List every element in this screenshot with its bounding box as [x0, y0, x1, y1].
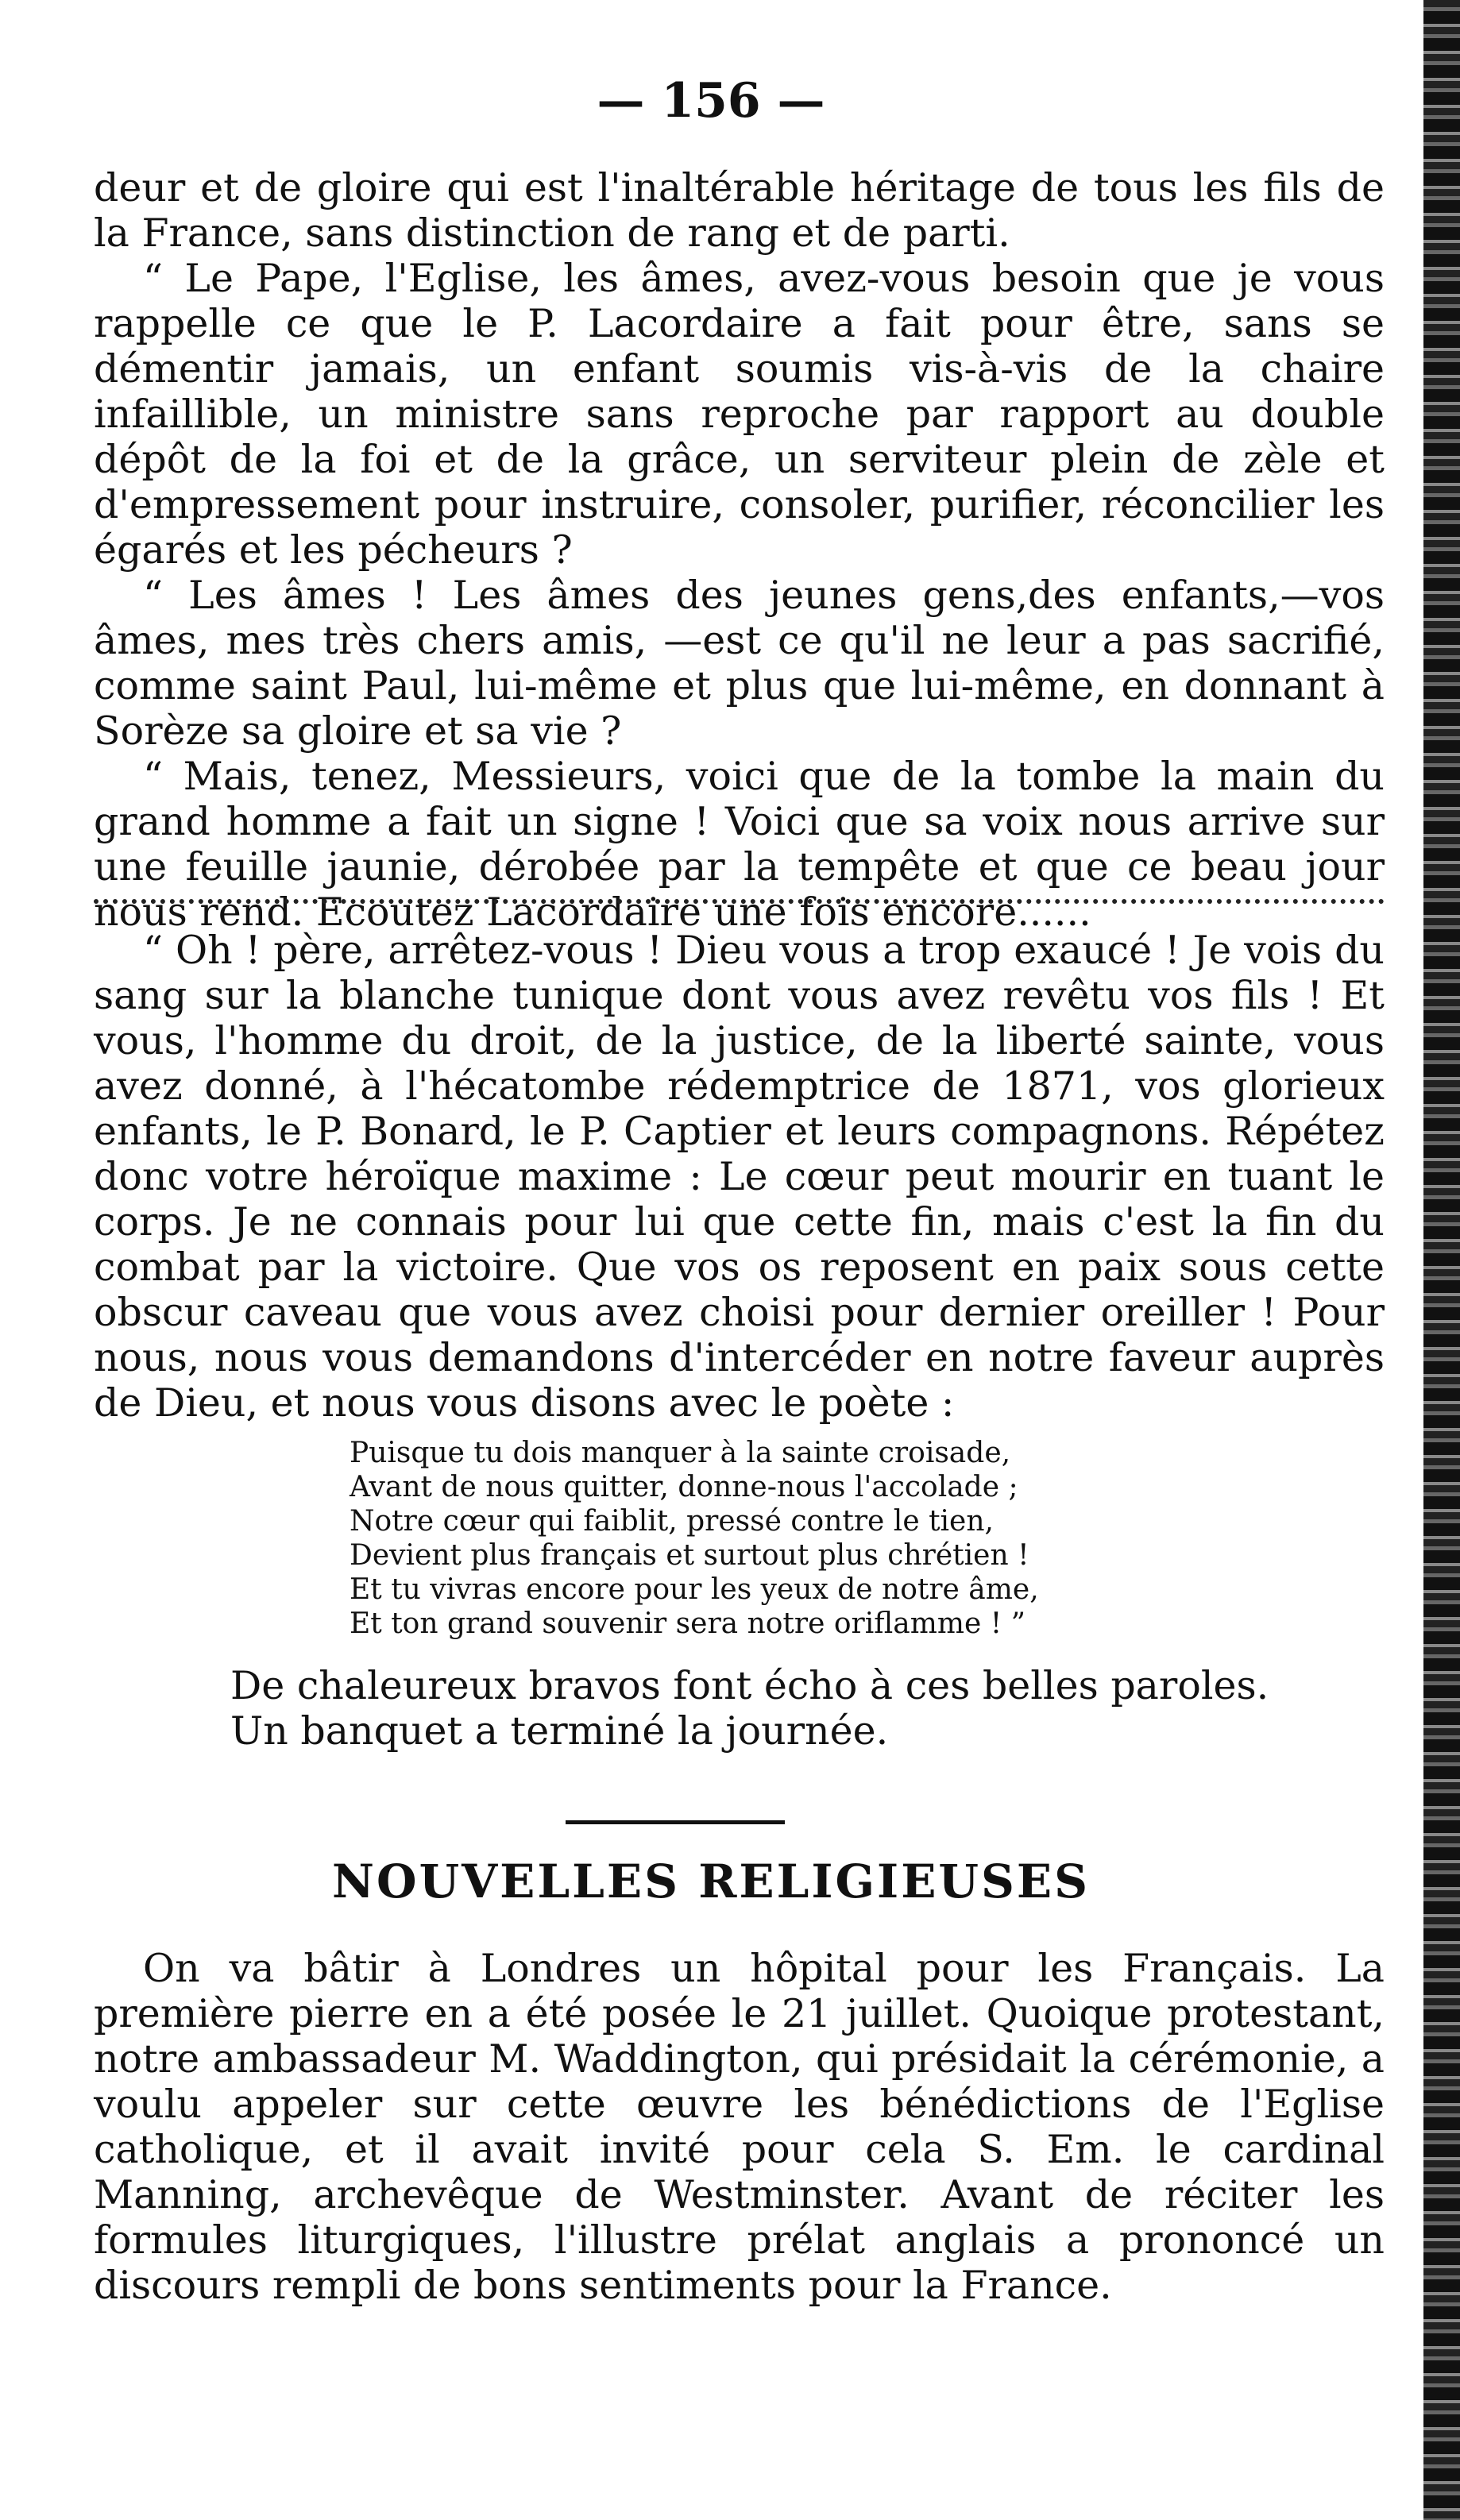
text-block-quote: [94, 928, 1385, 1426]
paragraph: “ Le Pape, l'Eglise, les âmes, avez-vous besoin que je vous rappelle ce que le P. Lacordaire a fait pour être, sans se démentir jamais, un enfant soumis vis-à-vis de la chaire infaillible, un ministre sans reproche par rapport au double dépôt de la foi et de la grâce, un serviteur plein de zèle et d'empressement pour instruire, consoler, purifier, réconcilier les égarés et les pécheurs ?: [94, 256, 1385, 573]
dotted-divider: [94, 899, 1385, 904]
closing-lines: [230, 1663, 1358, 1754]
text-block-bottom: [94, 1946, 1385, 2308]
verse-line: Et ton grand souvenir sera notre oriflamme ! ”: [350, 1607, 1026, 1640]
section-heading: NOUVELLES RELIGIEUSES: [332, 1854, 1090, 1908]
page-edge: [1423, 0, 1460, 2520]
verse-line: Et tu vivras encore pour les yeux de notre âme,: [350, 1573, 1039, 1606]
page-number: — 156 —: [597, 73, 825, 129]
paragraph: deur et de gloire qui est l'inaltérable héritage de tous les fils de la France, sans distinction de rang et de parti.: [94, 165, 1385, 256]
verse-line: Avant de nous quitter, donne-nous l'accolade ;: [350, 1471, 1018, 1503]
paragraph: “ Mais, tenez, Messieurs, voici que de la tombe la main du grand homme a fait un signe ! Voici que sa voix nous arrive sur une feuille jaunie, dérobée par la tempête et que ce beau jour nous rend. Ecoutez Lacordaire une fois encore......: [94, 754, 1385, 935]
closing-line: De chaleureux bravos font écho à ces belles paroles.: [230, 1663, 1269, 1708]
verse-line: Puisque tu dois manquer à la sainte croisade,: [350, 1437, 1011, 1469]
paragraph: “ Oh ! père, arrêtez-vous ! Dieu vous a trop exaucé ! Je vois du sang sur la blanche tunique dont vous avez revêtu vos fils ! Et vous, l'homme du droit, de la justice, de la liberté sainte, vous avez donné, à l'hécatombe rédemptrice de 1871, vos glorieux enfants, le P. Bonard, le P. Captier et leurs compagnons. Répétez donc votre héroïque maxime : Le cœur peut mourir en tuant le corps. Je ne connais pour lui que cette fin, mais c'est la fin du combat par la victoire. Que vos os reposent en paix sous cette obscur caveau que vous avez choisi pour dernier oreiller ! Pour nous, nous vous demandons d'intercéder en notre faveur auprès de Dieu, et nous vous disons avec le poète :: [94, 928, 1385, 1426]
verse-line: Devient plus français et surtout plus chrétien !: [350, 1539, 1029, 1572]
verse-line: Notre cœur qui faiblit, pressé contre le tien,: [350, 1505, 994, 1538]
poem-verse: [350, 1436, 1207, 1641]
paragraph: “ Les âmes ! Les âmes des jeunes gens,des enfants,—vos âmes, mes très chers amis, —est ce qu'il ne leur a pas sacrifié, comme saint Paul, lui-même et plus que lui-même, en donnant à Sorèze sa gloire et sa vie ?: [94, 573, 1385, 754]
paragraph: On va bâtir à Londres un hôpital pour les Français. La première pierre en a été posée le 21 juillet. Quoique protestant, notre ambassadeur M. Waddington, qui présidait la cérémonie, a voulu appeler sur cette œuvre les bénédictions de l'Eglise catholique, et il avait invité pour cela S. Em. le cardinal Manning, archevêque de Westminster. Avant de réciter les formules liturgiques, l'illustre prélat anglais a prononcé un discours rempli de bons sentiments pour la France.: [94, 1946, 1385, 2308]
section-rule: [566, 1820, 785, 1824]
text-block-top: [94, 165, 1385, 935]
closing-line: Un banquet a terminé la journée.: [230, 1708, 889, 1754]
